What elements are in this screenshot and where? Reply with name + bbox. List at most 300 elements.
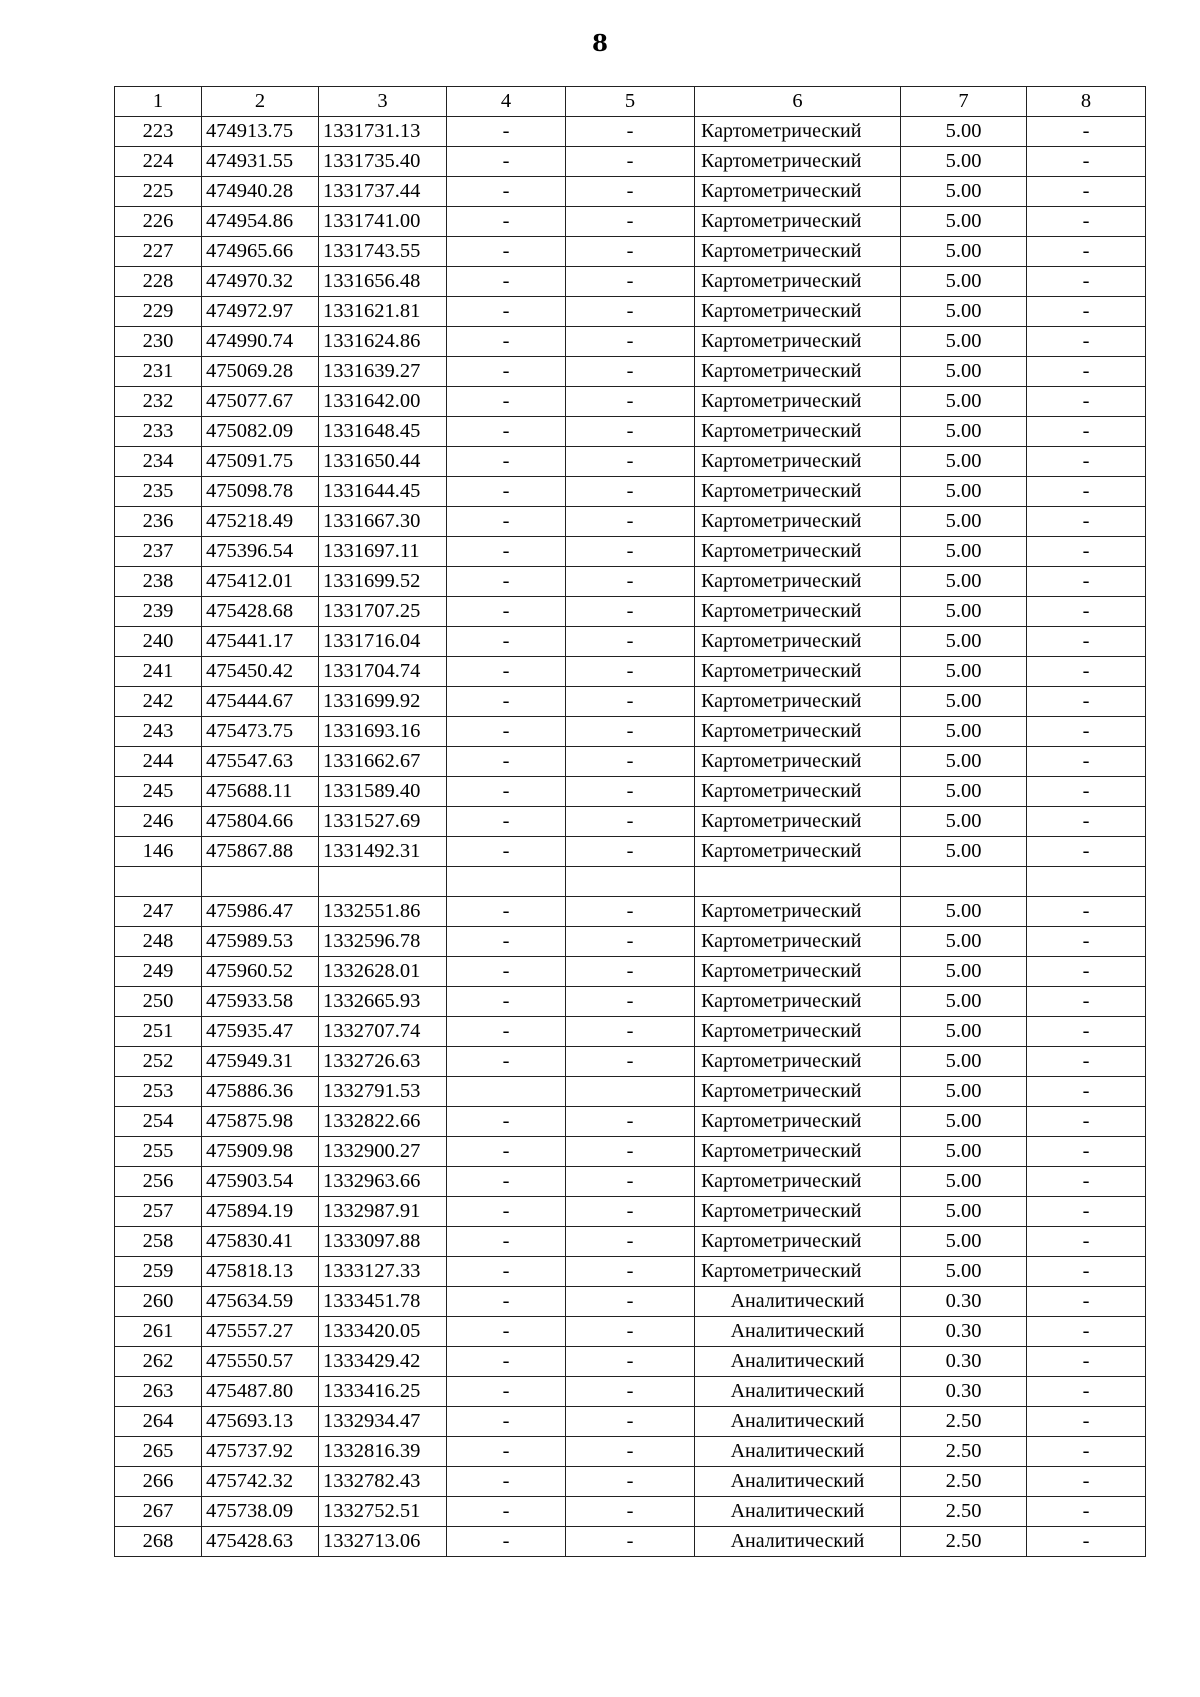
y-coordinate-cell: 1331697.11 bbox=[319, 537, 447, 567]
x-coordinate-cell: 474913.75 bbox=[202, 117, 319, 147]
method-cell: Картометрический bbox=[695, 1257, 901, 1287]
column-5-cell: - bbox=[566, 1347, 695, 1377]
method-cell: Картометрический bbox=[695, 1197, 901, 1227]
point-number-cell: 249 bbox=[115, 957, 202, 987]
column-5-cell: - bbox=[566, 1017, 695, 1047]
point-number-cell: 226 bbox=[115, 207, 202, 237]
point-number-cell: 244 bbox=[115, 747, 202, 777]
blank-cell bbox=[319, 867, 447, 897]
column-5-cell: - bbox=[566, 327, 695, 357]
point-number-cell: 243 bbox=[115, 717, 202, 747]
x-coordinate-cell: 475949.31 bbox=[202, 1047, 319, 1077]
column-5-cell: - bbox=[566, 1407, 695, 1437]
column-5-cell: - bbox=[566, 177, 695, 207]
column-4-cell: - bbox=[447, 927, 566, 957]
column-8-cell: - bbox=[1027, 327, 1146, 357]
accuracy-cell: 5.00 bbox=[901, 987, 1027, 1017]
column-5-cell: - bbox=[566, 387, 695, 417]
y-coordinate-cell: 1331735.40 bbox=[319, 147, 447, 177]
y-coordinate-cell: 1331662.67 bbox=[319, 747, 447, 777]
column-header: 1 bbox=[115, 87, 202, 117]
column-8-cell: - bbox=[1027, 177, 1146, 207]
x-coordinate-cell: 475903.54 bbox=[202, 1167, 319, 1197]
column-8-cell: - bbox=[1027, 477, 1146, 507]
point-number-cell: 260 bbox=[115, 1287, 202, 1317]
y-coordinate-cell: 1331589.40 bbox=[319, 777, 447, 807]
blank-cell bbox=[566, 867, 695, 897]
column-4-cell: - bbox=[447, 597, 566, 627]
column-8-cell: - bbox=[1027, 117, 1146, 147]
table-row bbox=[115, 807, 1146, 837]
method-cell: Картометрический bbox=[695, 147, 901, 177]
column-4-cell bbox=[447, 1077, 566, 1107]
accuracy-cell: 5.00 bbox=[901, 1197, 1027, 1227]
column-4-cell: - bbox=[447, 147, 566, 177]
column-4-cell: - bbox=[447, 1047, 566, 1077]
accuracy-cell: 5.00 bbox=[901, 837, 1027, 867]
accuracy-cell: 5.00 bbox=[901, 297, 1027, 327]
table-row bbox=[115, 1317, 1146, 1347]
method-cell: Картометрический bbox=[695, 987, 901, 1017]
column-5-cell: - bbox=[566, 987, 695, 1017]
point-number-cell: 248 bbox=[115, 927, 202, 957]
method-cell: Картометрический bbox=[695, 417, 901, 447]
y-coordinate-cell: 1332726.63 bbox=[319, 1047, 447, 1077]
column-4-cell: - bbox=[447, 447, 566, 477]
accuracy-cell: 5.00 bbox=[901, 117, 1027, 147]
column-4-cell: - bbox=[447, 477, 566, 507]
x-coordinate-cell: 475441.17 bbox=[202, 627, 319, 657]
column-4-cell: - bbox=[447, 1167, 566, 1197]
column-5-cell: - bbox=[566, 507, 695, 537]
column-8-cell: - bbox=[1027, 957, 1146, 987]
table-row bbox=[115, 1017, 1146, 1047]
y-coordinate-cell: 1331621.81 bbox=[319, 297, 447, 327]
table-row bbox=[115, 357, 1146, 387]
point-number-cell: 232 bbox=[115, 387, 202, 417]
table-row bbox=[115, 897, 1146, 927]
x-coordinate-cell: 475473.75 bbox=[202, 717, 319, 747]
point-number-cell: 253 bbox=[115, 1077, 202, 1107]
x-coordinate-cell: 475894.19 bbox=[202, 1197, 319, 1227]
column-8-cell: - bbox=[1027, 1377, 1146, 1407]
column-header: 8 bbox=[1027, 87, 1146, 117]
table-row bbox=[115, 237, 1146, 267]
table-row bbox=[115, 1407, 1146, 1437]
y-coordinate-cell: 1331707.25 bbox=[319, 597, 447, 627]
accuracy-cell: 5.00 bbox=[901, 1137, 1027, 1167]
column-4-cell: - bbox=[447, 747, 566, 777]
column-8-cell: - bbox=[1027, 237, 1146, 267]
x-coordinate-cell: 475909.98 bbox=[202, 1137, 319, 1167]
column-5-cell: - bbox=[566, 1227, 695, 1257]
point-number-cell: 259 bbox=[115, 1257, 202, 1287]
table-row bbox=[115, 957, 1146, 987]
column-4-cell: - bbox=[447, 1527, 566, 1557]
column-5-cell: - bbox=[566, 1047, 695, 1077]
x-coordinate-cell: 474965.66 bbox=[202, 237, 319, 267]
y-coordinate-cell: 1333127.33 bbox=[319, 1257, 447, 1287]
point-number-cell: 224 bbox=[115, 147, 202, 177]
column-4-cell: - bbox=[447, 1257, 566, 1287]
column-5-cell: - bbox=[566, 897, 695, 927]
column-4-cell: - bbox=[447, 1107, 566, 1137]
y-coordinate-cell: 1331492.31 bbox=[319, 837, 447, 867]
method-cell: Картометрический bbox=[695, 267, 901, 297]
column-8-cell: - bbox=[1027, 267, 1146, 297]
accuracy-cell: 5.00 bbox=[901, 1257, 1027, 1287]
x-coordinate-cell: 474970.32 bbox=[202, 267, 319, 297]
method-cell: Картометрический bbox=[695, 1047, 901, 1077]
column-4-cell: - bbox=[447, 1377, 566, 1407]
accuracy-cell: 0.30 bbox=[901, 1317, 1027, 1347]
x-coordinate-cell: 475738.09 bbox=[202, 1497, 319, 1527]
y-coordinate-cell: 1332551.86 bbox=[319, 897, 447, 927]
x-coordinate-cell: 475082.09 bbox=[202, 417, 319, 447]
accuracy-cell: 5.00 bbox=[901, 237, 1027, 267]
table-row bbox=[115, 717, 1146, 747]
table-row bbox=[115, 1107, 1146, 1137]
y-coordinate-cell: 1332707.74 bbox=[319, 1017, 447, 1047]
table-row bbox=[115, 987, 1146, 1017]
accuracy-cell: 5.00 bbox=[901, 897, 1027, 927]
table-row bbox=[115, 1467, 1146, 1497]
x-coordinate-cell: 475688.11 bbox=[202, 777, 319, 807]
column-8-cell: - bbox=[1027, 1287, 1146, 1317]
y-coordinate-cell: 1331644.45 bbox=[319, 477, 447, 507]
x-coordinate-cell: 475989.53 bbox=[202, 927, 319, 957]
column-5-cell: - bbox=[566, 1197, 695, 1227]
column-5-cell: - bbox=[566, 1497, 695, 1527]
column-5-cell bbox=[566, 1077, 695, 1107]
column-4-cell: - bbox=[447, 687, 566, 717]
method-cell: Картометрический bbox=[695, 777, 901, 807]
column-8-cell: - bbox=[1027, 1107, 1146, 1137]
column-5-cell: - bbox=[566, 1467, 695, 1497]
table-row bbox=[115, 117, 1146, 147]
x-coordinate-cell: 475986.47 bbox=[202, 897, 319, 927]
column-4-cell: - bbox=[447, 1407, 566, 1437]
table-row bbox=[115, 267, 1146, 297]
column-8-cell: - bbox=[1027, 747, 1146, 777]
blank-cell bbox=[447, 867, 566, 897]
method-cell: Картометрический bbox=[695, 1227, 901, 1257]
column-4-cell: - bbox=[447, 717, 566, 747]
column-5-cell: - bbox=[566, 807, 695, 837]
y-coordinate-cell: 1332791.53 bbox=[319, 1077, 447, 1107]
table-row bbox=[115, 477, 1146, 507]
x-coordinate-cell: 475634.59 bbox=[202, 1287, 319, 1317]
method-cell: Аналитический bbox=[695, 1317, 901, 1347]
x-coordinate-cell: 475804.66 bbox=[202, 807, 319, 837]
point-number-cell: 235 bbox=[115, 477, 202, 507]
table-row bbox=[115, 597, 1146, 627]
point-number-cell: 231 bbox=[115, 357, 202, 387]
accuracy-cell: 5.00 bbox=[901, 447, 1027, 477]
column-5-cell: - bbox=[566, 1167, 695, 1197]
column-4-cell: - bbox=[447, 387, 566, 417]
table-row bbox=[115, 1167, 1146, 1197]
column-4-cell: - bbox=[447, 1347, 566, 1377]
method-cell: Аналитический bbox=[695, 1377, 901, 1407]
x-coordinate-cell: 475444.67 bbox=[202, 687, 319, 717]
y-coordinate-cell: 1331624.86 bbox=[319, 327, 447, 357]
point-number-cell: 238 bbox=[115, 567, 202, 597]
x-coordinate-cell: 475218.49 bbox=[202, 507, 319, 537]
y-coordinate-cell: 1332713.06 bbox=[319, 1527, 447, 1557]
column-4-cell: - bbox=[447, 507, 566, 537]
x-coordinate-cell: 475069.28 bbox=[202, 357, 319, 387]
blank-cell bbox=[115, 867, 202, 897]
x-coordinate-cell: 475550.57 bbox=[202, 1347, 319, 1377]
table-row bbox=[115, 177, 1146, 207]
y-coordinate-cell: 1332596.78 bbox=[319, 927, 447, 957]
method-cell: Картометрический bbox=[695, 177, 901, 207]
blank-cell bbox=[202, 867, 319, 897]
y-coordinate-cell: 1331642.00 bbox=[319, 387, 447, 417]
column-5-cell: - bbox=[566, 717, 695, 747]
column-8-cell: - bbox=[1027, 927, 1146, 957]
x-coordinate-cell: 475428.68 bbox=[202, 597, 319, 627]
x-coordinate-cell: 475077.67 bbox=[202, 387, 319, 417]
accuracy-cell: 5.00 bbox=[901, 1227, 1027, 1257]
column-5-cell: - bbox=[566, 1317, 695, 1347]
column-5-cell: - bbox=[566, 837, 695, 867]
y-coordinate-cell: 1332822.66 bbox=[319, 1107, 447, 1137]
point-number-cell: 228 bbox=[115, 267, 202, 297]
point-number-cell: 247 bbox=[115, 897, 202, 927]
column-5-cell: - bbox=[566, 1527, 695, 1557]
column-4-cell: - bbox=[447, 357, 566, 387]
y-coordinate-cell: 1331737.44 bbox=[319, 177, 447, 207]
x-coordinate-cell: 475450.42 bbox=[202, 657, 319, 687]
point-number-cell: 262 bbox=[115, 1347, 202, 1377]
y-coordinate-cell: 1331716.04 bbox=[319, 627, 447, 657]
column-header: 4 bbox=[447, 87, 566, 117]
accuracy-cell: 0.30 bbox=[901, 1347, 1027, 1377]
column-8-cell: - bbox=[1027, 387, 1146, 417]
column-5-cell: - bbox=[566, 687, 695, 717]
accuracy-cell: 0.30 bbox=[901, 1377, 1027, 1407]
y-coordinate-cell: 1332752.51 bbox=[319, 1497, 447, 1527]
x-coordinate-cell: 475557.27 bbox=[202, 1317, 319, 1347]
column-8-cell: - bbox=[1027, 297, 1146, 327]
x-coordinate-cell: 474940.28 bbox=[202, 177, 319, 207]
x-coordinate-cell: 475098.78 bbox=[202, 477, 319, 507]
accuracy-cell: 5.00 bbox=[901, 777, 1027, 807]
point-number-cell: 230 bbox=[115, 327, 202, 357]
y-coordinate-cell: 1331699.52 bbox=[319, 567, 447, 597]
method-cell: Картометрический bbox=[695, 957, 901, 987]
column-8-cell: - bbox=[1027, 1437, 1146, 1467]
point-number-cell: 233 bbox=[115, 417, 202, 447]
column-5-cell: - bbox=[566, 477, 695, 507]
table-row bbox=[115, 1287, 1146, 1317]
method-cell: Картометрический bbox=[695, 297, 901, 327]
table-row bbox=[115, 537, 1146, 567]
column-8-cell: - bbox=[1027, 627, 1146, 657]
table-row bbox=[115, 657, 1146, 687]
method-cell: Картометрический bbox=[695, 657, 901, 687]
method-cell: Аналитический bbox=[695, 1497, 901, 1527]
blank-separator-row bbox=[115, 867, 1146, 897]
accuracy-cell: 5.00 bbox=[901, 327, 1027, 357]
accuracy-cell: 5.00 bbox=[901, 807, 1027, 837]
accuracy-cell: 5.00 bbox=[901, 747, 1027, 777]
accuracy-cell: 0.30 bbox=[901, 1287, 1027, 1317]
column-8-cell: - bbox=[1027, 417, 1146, 447]
method-cell: Картометрический bbox=[695, 507, 901, 537]
x-coordinate-cell: 475396.54 bbox=[202, 537, 319, 567]
header-row bbox=[115, 87, 1146, 117]
accuracy-cell: 5.00 bbox=[901, 177, 1027, 207]
x-coordinate-cell: 475818.13 bbox=[202, 1257, 319, 1287]
column-4-cell: - bbox=[447, 777, 566, 807]
accuracy-cell: 5.00 bbox=[901, 147, 1027, 177]
point-number-cell: 267 bbox=[115, 1497, 202, 1527]
point-number-cell: 255 bbox=[115, 1137, 202, 1167]
column-header: 7 bbox=[901, 87, 1027, 117]
column-4-cell: - bbox=[447, 1137, 566, 1167]
method-cell: Картометрический bbox=[695, 927, 901, 957]
x-coordinate-cell: 475742.32 bbox=[202, 1467, 319, 1497]
column-8-cell: - bbox=[1027, 1497, 1146, 1527]
point-number-cell: 254 bbox=[115, 1107, 202, 1137]
blank-cell bbox=[901, 867, 1027, 897]
blank-cell bbox=[695, 867, 901, 897]
column-5-cell: - bbox=[566, 1437, 695, 1467]
method-cell: Картометрический bbox=[695, 237, 901, 267]
point-number-cell: 225 bbox=[115, 177, 202, 207]
column-8-cell: - bbox=[1027, 537, 1146, 567]
column-8-cell: - bbox=[1027, 1047, 1146, 1077]
table-row bbox=[115, 1437, 1146, 1467]
accuracy-cell: 5.00 bbox=[901, 687, 1027, 717]
table-row bbox=[115, 1527, 1146, 1557]
column-4-cell: - bbox=[447, 807, 566, 837]
method-cell: Картометрический bbox=[695, 1077, 901, 1107]
point-number-cell: 268 bbox=[115, 1527, 202, 1557]
point-number-cell: 265 bbox=[115, 1437, 202, 1467]
x-coordinate-cell: 475693.13 bbox=[202, 1407, 319, 1437]
column-5-cell: - bbox=[566, 657, 695, 687]
column-8-cell: - bbox=[1027, 147, 1146, 177]
column-4-cell: - bbox=[447, 117, 566, 147]
y-coordinate-cell: 1332900.27 bbox=[319, 1137, 447, 1167]
y-coordinate-cell: 1332963.66 bbox=[319, 1167, 447, 1197]
point-number-cell: 240 bbox=[115, 627, 202, 657]
method-cell: Картометрический bbox=[695, 537, 901, 567]
column-5-cell: - bbox=[566, 1287, 695, 1317]
accuracy-cell: 5.00 bbox=[901, 357, 1027, 387]
column-4-cell: - bbox=[447, 207, 566, 237]
column-4-cell: - bbox=[447, 177, 566, 207]
accuracy-cell: 5.00 bbox=[901, 657, 1027, 687]
column-8-cell: - bbox=[1027, 717, 1146, 747]
method-cell: Картометрический bbox=[695, 387, 901, 417]
method-cell: Картометрический bbox=[695, 837, 901, 867]
column-5-cell: - bbox=[566, 147, 695, 177]
x-coordinate-cell: 475428.63 bbox=[202, 1527, 319, 1557]
column-8-cell: - bbox=[1027, 597, 1146, 627]
point-number-cell: 266 bbox=[115, 1467, 202, 1497]
point-number-cell: 250 bbox=[115, 987, 202, 1017]
y-coordinate-cell: 1331741.00 bbox=[319, 207, 447, 237]
point-number-cell: 263 bbox=[115, 1377, 202, 1407]
column-5-cell: - bbox=[566, 1377, 695, 1407]
column-8-cell: - bbox=[1027, 1347, 1146, 1377]
column-4-cell: - bbox=[447, 1287, 566, 1317]
column-8-cell: - bbox=[1027, 447, 1146, 477]
column-4-cell: - bbox=[447, 1437, 566, 1467]
method-cell: Картометрический bbox=[695, 597, 901, 627]
point-number-cell: 241 bbox=[115, 657, 202, 687]
y-coordinate-cell: 1331693.16 bbox=[319, 717, 447, 747]
table-row bbox=[115, 927, 1146, 957]
method-cell: Картометрический bbox=[695, 717, 901, 747]
y-coordinate-cell: 1331743.55 bbox=[319, 237, 447, 267]
table-row bbox=[115, 747, 1146, 777]
method-cell: Аналитический bbox=[695, 1407, 901, 1437]
method-cell: Аналитический bbox=[695, 1467, 901, 1497]
accuracy-cell: 5.00 bbox=[901, 717, 1027, 747]
column-8-cell: - bbox=[1027, 687, 1146, 717]
column-5-cell: - bbox=[566, 567, 695, 597]
accuracy-cell: 5.00 bbox=[901, 1017, 1027, 1047]
column-header: 6 bbox=[695, 87, 901, 117]
column-8-cell: - bbox=[1027, 1077, 1146, 1107]
accuracy-cell: 5.00 bbox=[901, 627, 1027, 657]
point-number-cell: 257 bbox=[115, 1197, 202, 1227]
point-number-cell: 242 bbox=[115, 687, 202, 717]
method-cell: Картометрический bbox=[695, 897, 901, 927]
column-4-cell: - bbox=[447, 327, 566, 357]
table-row bbox=[115, 447, 1146, 477]
accuracy-cell: 5.00 bbox=[901, 417, 1027, 447]
method-cell: Картометрический bbox=[695, 627, 901, 657]
table-row bbox=[115, 1227, 1146, 1257]
method-cell: Аналитический bbox=[695, 1437, 901, 1467]
column-header: 3 bbox=[319, 87, 447, 117]
x-coordinate-cell: 475935.47 bbox=[202, 1017, 319, 1047]
accuracy-cell: 2.50 bbox=[901, 1407, 1027, 1437]
point-number-cell: 258 bbox=[115, 1227, 202, 1257]
accuracy-cell: 5.00 bbox=[901, 267, 1027, 297]
table-row bbox=[115, 567, 1146, 597]
x-coordinate-cell: 475830.41 bbox=[202, 1227, 319, 1257]
column-header: 5 bbox=[566, 87, 695, 117]
table-row bbox=[115, 1197, 1146, 1227]
y-coordinate-cell: 1331527.69 bbox=[319, 807, 447, 837]
table-row bbox=[115, 1377, 1146, 1407]
column-8-cell: - bbox=[1027, 807, 1146, 837]
table-row bbox=[115, 207, 1146, 237]
column-5-cell: - bbox=[566, 117, 695, 147]
table-row bbox=[115, 387, 1146, 417]
column-4-cell: - bbox=[447, 657, 566, 687]
table-row bbox=[115, 1347, 1146, 1377]
x-coordinate-cell: 475487.80 bbox=[202, 1377, 319, 1407]
column-8-cell: - bbox=[1027, 1257, 1146, 1287]
point-number-cell: 256 bbox=[115, 1167, 202, 1197]
table-row bbox=[115, 1497, 1146, 1527]
column-4-cell: - bbox=[447, 1497, 566, 1527]
y-coordinate-cell: 1331648.45 bbox=[319, 417, 447, 447]
column-8-cell: - bbox=[1027, 1527, 1146, 1557]
column-4-cell: - bbox=[447, 1317, 566, 1347]
column-8-cell: - bbox=[1027, 1017, 1146, 1047]
column-8-cell: - bbox=[1027, 777, 1146, 807]
